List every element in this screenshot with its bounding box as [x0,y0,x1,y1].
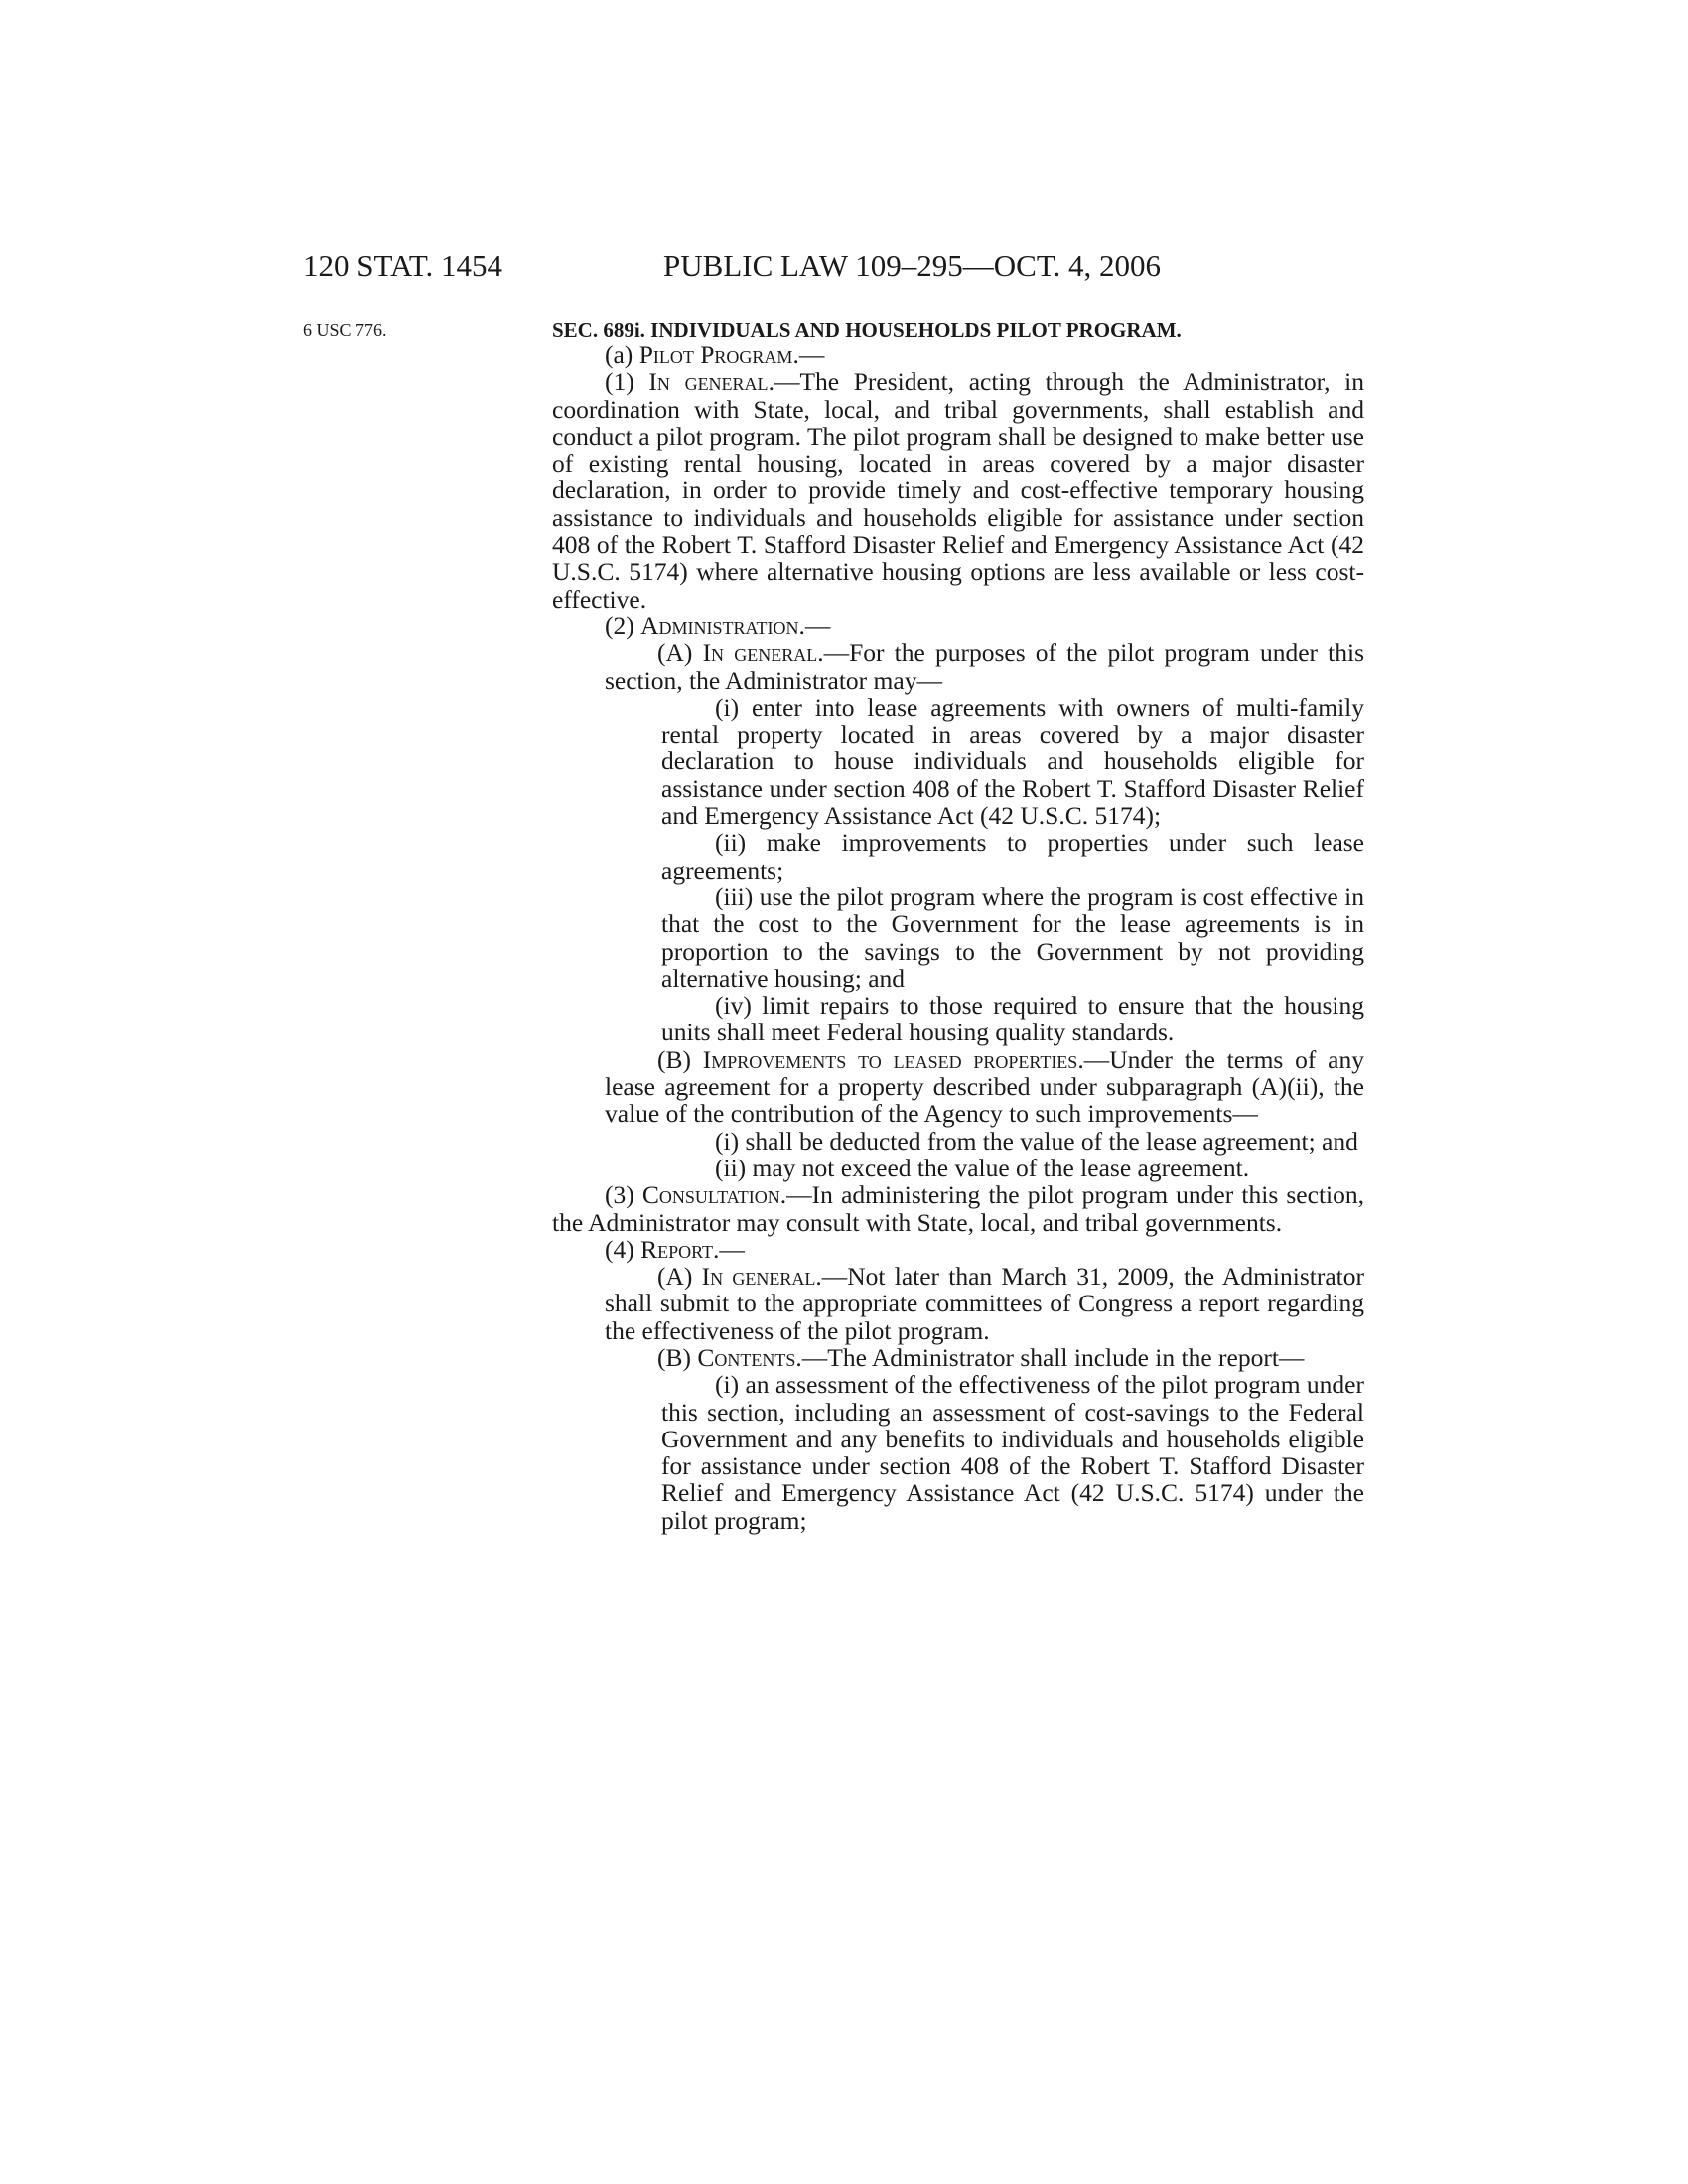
clause-A-iv [552,992,1364,1046]
paragraph-text: (ii) make improvements to properties under such lease agreements; [661,828,1364,885]
paragraph-a-1 [552,368,1364,613]
paragraph-heading: In general [648,367,769,397]
paragraph-text: .— [798,611,831,640]
paragraph-lead: (A) [657,638,703,668]
paragraph-text: .—Under the terms of any lease agreement for a property described under subparagraph (A)(ii), the value of the contribution of the Agency to such improvements— [605,1044,1364,1129]
paragraph-text: (i) enter into lease agreements with owners of multi-family rental property located in areas covered by a major disaster declaration to house individuals and households eligible for assistance under section 408 of the Robert T. Stafford Disaster Relief and Emergency Assistance Act (42 U.S.C. 5174); [661,692,1364,831]
paragraph-text: .—For the purposes of the pilot program under this section, the Administrator may— [605,638,1364,695]
section-title: SEC. 689i. INDIVIDUALS AND HOUSEHOLDS PILOT PROGRAM. [552,318,1182,341]
paragraph-heading: Consultation [641,1180,780,1210]
paragraph-a-4-A [552,1263,1364,1344]
clause-A-ii [552,829,1364,884]
paragraph-lead: (1) [605,367,649,397]
clause-A-i [552,694,1364,829]
paragraph-text: (iv) limit repairs to those required to ensure that the housing units shall meet Federal housing quality standards. [661,991,1364,1047]
paragraph-heading: Contents [697,1342,796,1372]
clause-B-i [552,1128,1364,1155]
paragraph-heading: Report [640,1234,714,1264]
section-body [552,341,1364,1534]
paragraph-a-3 [552,1181,1364,1236]
paragraph-lead: (B) [657,1044,703,1074]
clause-A-iii [552,884,1364,992]
paragraph-heading: In general [701,1262,816,1292]
paragraph-text: .—The Administrator shall include in the report— [795,1342,1305,1372]
paragraph-lead: (a) [605,341,639,369]
paragraph-lead: (B) [657,1342,698,1372]
paragraph-text: .—The President, acting through the Administrator, in coordination with State, local, and tribal governments, shall establish and conduct a pilot program. The pilot program shall be designed to make better use of existing rental housing, located in areas covered by a major disaster declaration, in order to provide timely and cost-effective temporary housing assistance to individuals and households eligible for assistance under section 408 of the Robert T. Stafford Disaster Relief and Emergency Assistance Act (42 U.S.C. 5174) where alternative housing options are less available or less cost-effective. [552,367,1364,614]
paragraph-text: .—In administering the pilot program under this section, the Administrator may consult with State, local, and tribal governments. [552,1180,1364,1237]
clause-B-ii [552,1155,1364,1181]
paragraph-a-2-B [552,1046,1364,1128]
paragraph-heading: Improvements to leased properties [702,1044,1078,1074]
paragraph-text: (ii) may not exceed the value of the lease agreement. [715,1153,1250,1182]
paragraph-lead: (4) [605,1234,641,1264]
paragraph-lead: (2) [605,611,641,640]
paragraph-lead: (A) [657,1262,702,1292]
paragraph-a-2 [552,613,1364,639]
paragraph-text: (iii) use the pilot program where the program is cost effective in that the cost to the Government for the lease agreements is in proportion to the savings to the Government by not providing alternative housing; and [661,882,1364,993]
paragraph-text: .— [713,1234,745,1264]
paragraph-a-4-B [552,1344,1364,1371]
paragraph-text: (i) shall be deducted from the value of the lease agreement; and [715,1126,1358,1156]
paragraph-a [552,341,1364,368]
paragraph-a-2-A [552,639,1364,694]
statute-page-ref: 120 STAT. 1454 [303,248,503,283]
usc-margin-note: 6 USC 776. [303,320,387,340]
paragraph-text: .— [792,341,825,369]
paragraph-text: (i) an assessment of the effectiveness of the pilot program under this section, including an assessment of cost-savings to the Federal Government and any benefits to individuals and households eligible for assistance under section 408 of the Robert T. Stafford Disaster Relief and Emergency Assistance Act (42 U.S.C. 5174) under the pilot program; [661,1370,1364,1535]
paragraph-heading: Administration [640,611,799,640]
paragraph-lead: (3) [605,1180,642,1210]
paragraph-a-4 [552,1236,1364,1263]
paragraph-heading: In general [702,638,818,668]
law-title-header: PUBLIC LAW 109–295—OCT. 4, 2006 [663,248,1161,283]
paragraph-heading: Pilot Program [638,341,793,369]
clause-4B-i [552,1371,1364,1534]
paragraph-text: .—Not later than March 31, 2009, the Administrator shall submit to the appropriate committees of Congress a report regarding the effectiveness of the pilot program. [605,1262,1365,1345]
